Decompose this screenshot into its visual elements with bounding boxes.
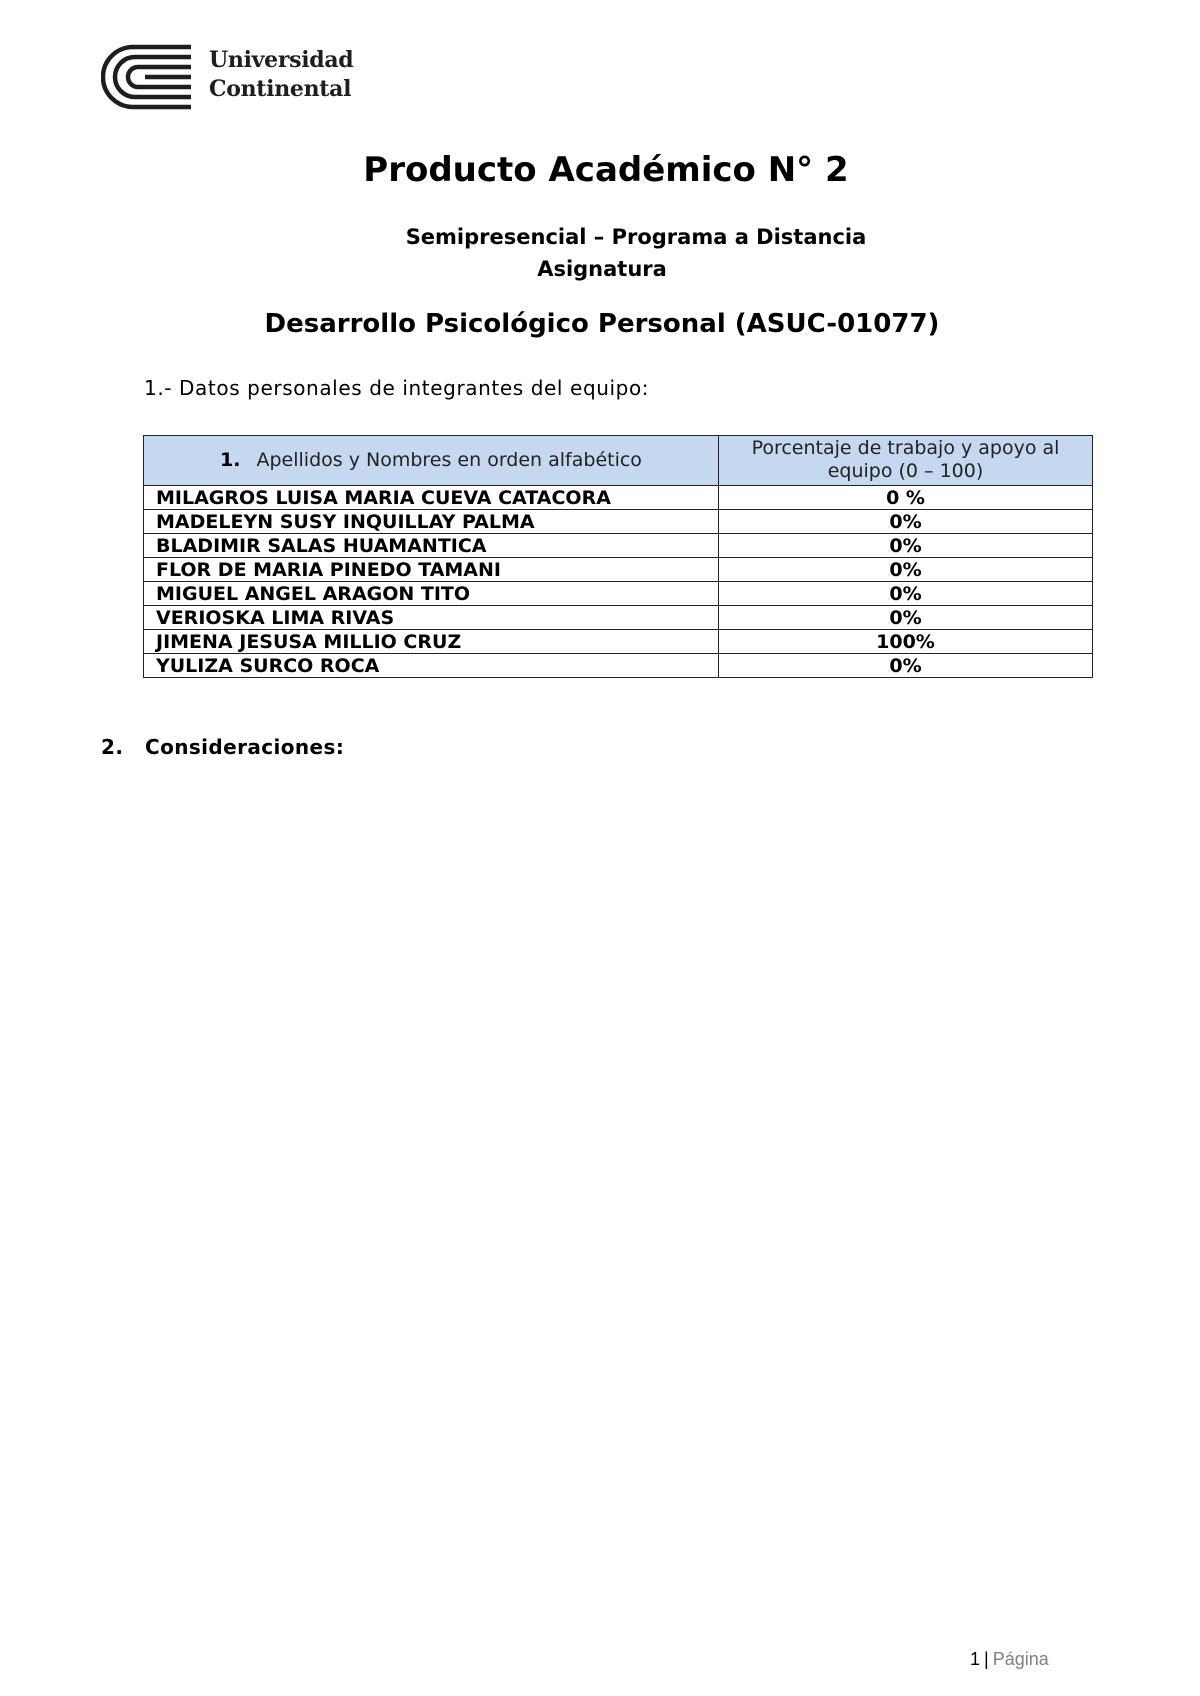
table-row xyxy=(144,654,1093,678)
header-names xyxy=(144,436,719,486)
table-row xyxy=(144,510,1093,534)
course-name: Desarrollo Psicológico Personal (ASUC-01077) xyxy=(264,309,940,339)
university-logo-icon xyxy=(101,42,197,112)
table-row xyxy=(144,582,1093,606)
table-header-row xyxy=(144,436,1093,486)
member-percent: 0% xyxy=(719,606,1093,630)
member-percent: 0% xyxy=(719,534,1093,558)
member-percent: 0% xyxy=(719,558,1093,582)
member-name: JIMENA JESUSA MILLIO CRUZ xyxy=(144,630,719,654)
subtitle-label: Asignatura xyxy=(537,257,667,281)
member-name: YULIZA SURCO ROCA xyxy=(144,654,719,678)
member-name: VERIOSKA LIMA RIVAS xyxy=(144,606,719,630)
team-members-table xyxy=(143,435,1093,678)
section-2-number: 2. xyxy=(101,735,124,759)
section-1-heading: 1.- Datos personales de integrantes del equipo: xyxy=(144,376,650,400)
footer-separator: | xyxy=(984,1649,989,1669)
member-percent: 0% xyxy=(719,582,1093,606)
table-row xyxy=(144,558,1093,582)
university-logo xyxy=(101,42,361,114)
table-row xyxy=(144,534,1093,558)
section-2-heading xyxy=(101,733,344,761)
member-percent: 0% xyxy=(719,510,1093,534)
subtitle-modality: Semipresencial – Programa a Distancia xyxy=(405,225,867,249)
table-row xyxy=(144,630,1093,654)
member-percent: 100% xyxy=(719,630,1093,654)
page-number: 1 xyxy=(970,1649,981,1669)
member-name: MILAGROS LUISA MARIA CUEVA CATACORA xyxy=(144,486,719,510)
table-row xyxy=(144,486,1093,510)
section-2-title: Consideraciones: xyxy=(145,735,345,759)
logo-wordmark xyxy=(209,46,353,104)
header-percent: Porcentaje de trabajo y apoyo al equipo (0 – 100) xyxy=(719,436,1093,486)
member-name: MADELEYN SUSY INQUILLAY PALMA xyxy=(144,510,719,534)
header-number: 1. xyxy=(220,448,241,471)
member-name: FLOR DE MARIA PINEDO TAMANI xyxy=(144,558,719,582)
member-name: BLADIMIR SALAS HUAMANTICA xyxy=(144,534,719,558)
member-percent: 0 % xyxy=(719,486,1093,510)
document-title: Producto Académico N° 2 xyxy=(363,150,849,190)
header-names-label: Apellidos y Nombres en orden alfabético xyxy=(256,448,642,471)
logo-line-1: Universidad xyxy=(209,47,354,73)
logo-line-2: Continental xyxy=(209,76,352,102)
page-footer xyxy=(970,1647,1049,1671)
member-percent: 0% xyxy=(719,654,1093,678)
member-name: MIGUEL ANGEL ARAGON TITO xyxy=(144,582,719,606)
page-word: Página xyxy=(992,1649,1049,1669)
table-row xyxy=(144,606,1093,630)
